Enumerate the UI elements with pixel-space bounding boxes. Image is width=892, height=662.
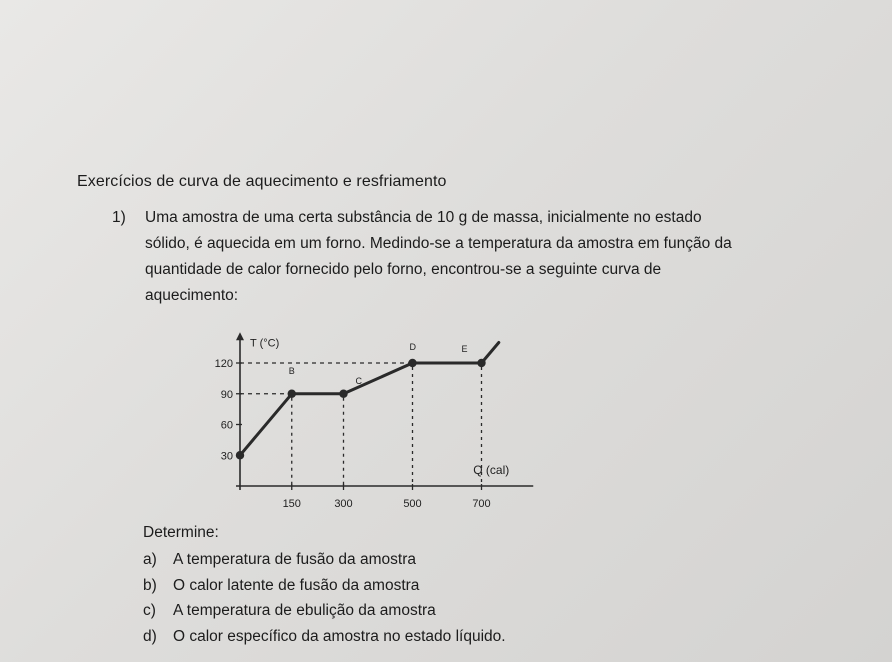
- task-item-a: [143, 547, 506, 573]
- question-number: 1): [112, 209, 126, 226]
- point-label: D: [409, 342, 416, 352]
- y-axis-arrow: [236, 332, 244, 340]
- x-axis-label: Q (cal): [473, 463, 510, 477]
- task-label: a): [143, 551, 157, 568]
- data-point: [339, 390, 347, 398]
- question-line-4: aquecimento:: [145, 287, 239, 304]
- question-line-1: Uma amostra de uma certa substância de 10 g de massa, inicialmente no estado: [145, 209, 702, 226]
- task-text: A temperatura de ebulição da amostra: [173, 602, 436, 619]
- data-point: [288, 390, 296, 398]
- task-item-b: [143, 573, 506, 599]
- task-item-d: [143, 624, 506, 650]
- task-text: A temperatura de fusão da amostra: [173, 551, 416, 568]
- y-tick-label: 90: [220, 388, 233, 401]
- exercise-heading: Exercícios de curva de aquecimento e resfriamento: [77, 173, 447, 190]
- task-list: [143, 547, 506, 649]
- point-label: E: [461, 344, 468, 354]
- question-text: [145, 205, 835, 309]
- chart-curve: [236, 343, 499, 460]
- x-tick-label: 150: [282, 498, 301, 510]
- task-text: O calor específico da amostra no estado líquido.: [173, 627, 506, 645]
- y-tick-label: 120: [214, 358, 233, 370]
- y-axis-label: T (°C): [250, 337, 280, 350]
- task-label: d): [143, 627, 157, 645]
- x-tick-label: 300: [334, 498, 353, 510]
- data-point: [408, 359, 416, 367]
- point-label: C: [355, 375, 362, 386]
- determine-label: Determine:: [143, 524, 219, 541]
- chart-labels: [250, 337, 509, 477]
- task-label: b): [143, 576, 157, 594]
- task-text: O calor latente de fusão da amostra: [173, 576, 420, 594]
- question-line-3: quantidade de calor fornecido pelo forno, encontrou-se a seguinte curva de: [145, 261, 662, 278]
- y-tick-label: 60: [220, 419, 233, 432]
- point-label: B: [288, 365, 295, 376]
- data-point: [477, 359, 485, 367]
- series-line: [240, 343, 499, 456]
- task-label: c): [143, 602, 156, 619]
- x-tick-label: 700: [472, 498, 491, 510]
- y-tick-label: 30: [220, 450, 233, 463]
- heating-curve-chart: [195, 306, 555, 521]
- x-tick-label: 500: [403, 498, 422, 510]
- task-item-c: [143, 598, 506, 624]
- question-line-2: sólido, é aquecida em um forno. Medindo-se a temperatura da amostra em função da: [145, 235, 732, 252]
